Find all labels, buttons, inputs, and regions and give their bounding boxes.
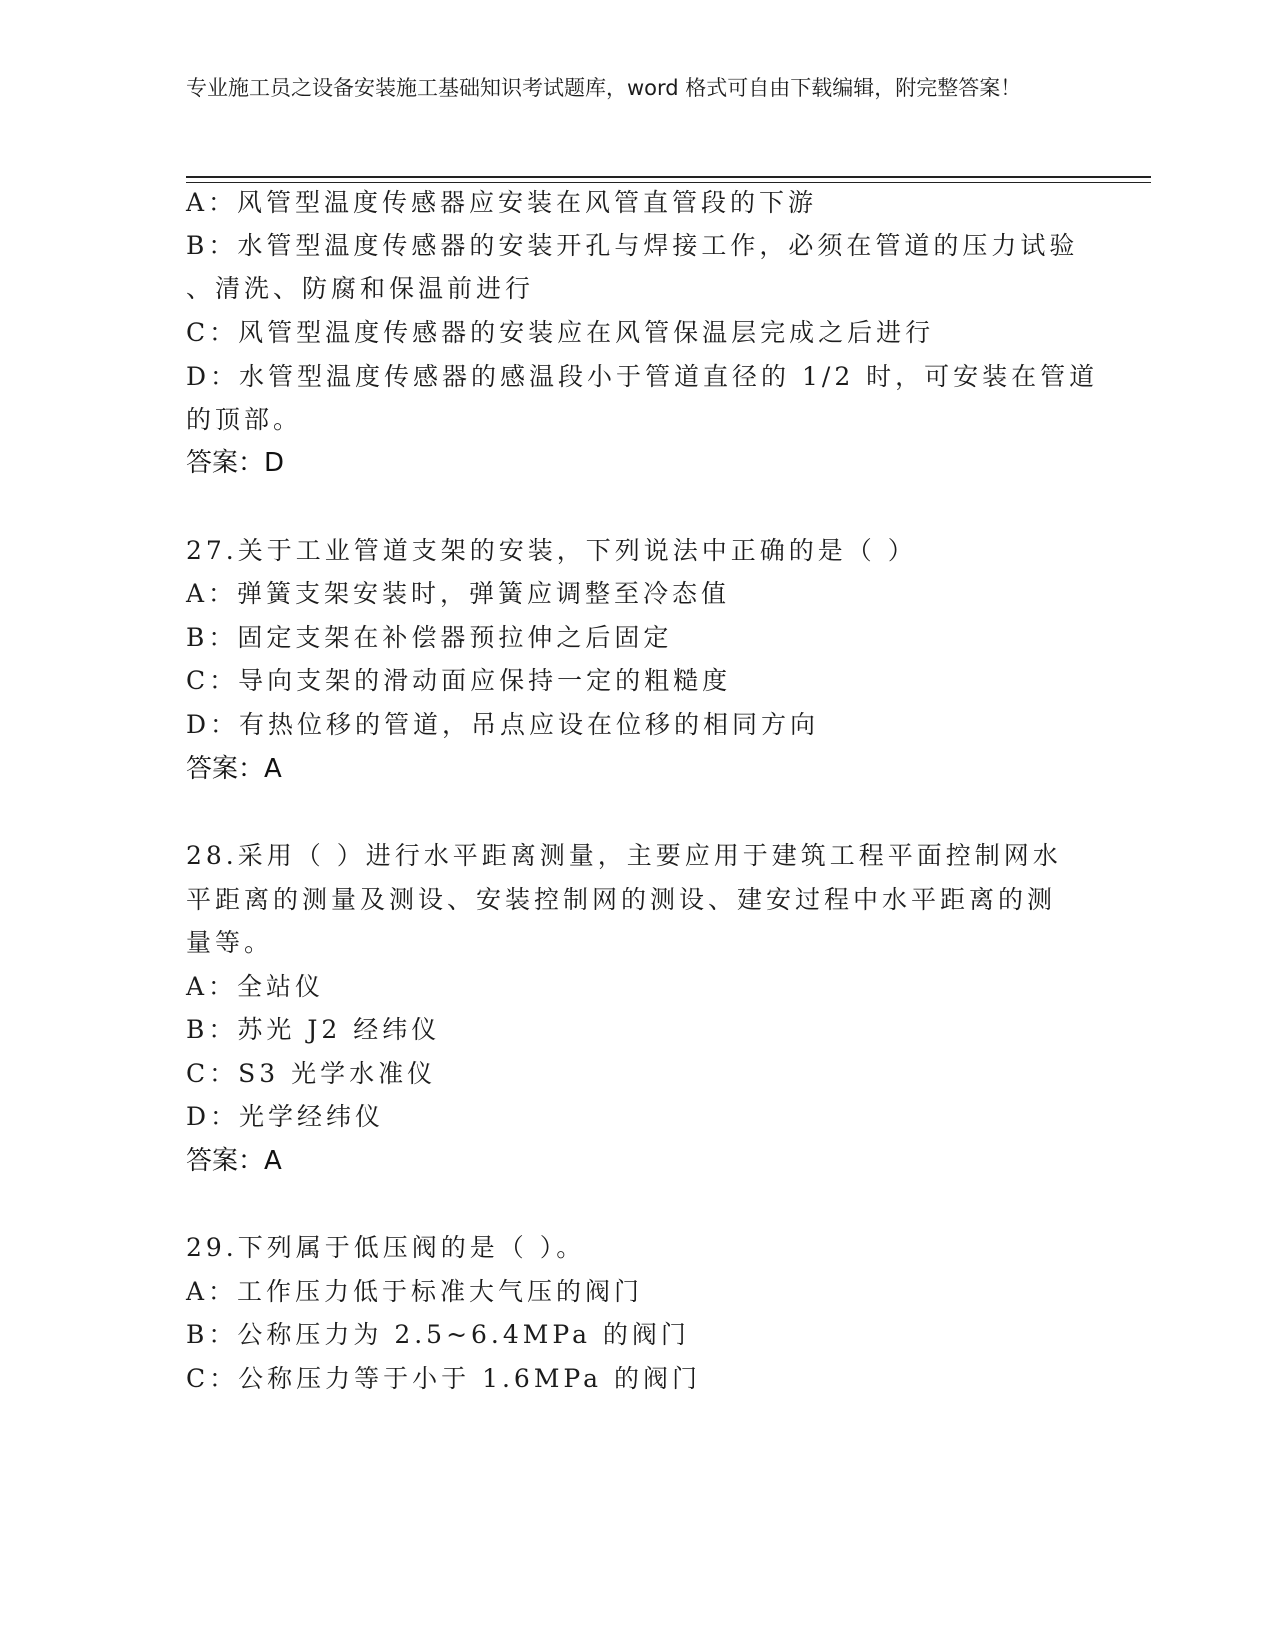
- q27-question: 27.关于工业管道支架的安装，下列说法中正确的是（ ）: [186, 536, 917, 565]
- q26-option-b-line2: 、清洗、防腐和保温前进行: [186, 274, 535, 303]
- q28-question-line3: 量等。: [186, 928, 274, 957]
- q29-option-a: A：工作压力低于标准大气压的阀门: [186, 1277, 644, 1306]
- header-rule-thin: [186, 182, 1151, 183]
- q27-answer: 答案：A: [186, 754, 282, 784]
- header-rule-thick: [186, 176, 1151, 178]
- q27-option-d: D：有热位移的管道，吊点应设在位移的相同方向: [186, 710, 820, 739]
- q28-option-b: B：苏光 J2 经纬仪: [186, 1015, 441, 1044]
- q27-option-b: B：固定支架在补偿器预拉伸之后固定: [186, 623, 673, 652]
- q26-option-d-line2: 的顶部。: [186, 405, 303, 434]
- q26-answer: 答案：D: [186, 448, 285, 478]
- q28-option-d: D：光学经纬仪: [186, 1102, 385, 1131]
- q26-option-a: A：风管型温度传感器应安装在风管直管段的下游: [186, 188, 818, 217]
- q28-option-c: C：S3 光学水准仪: [186, 1059, 437, 1088]
- q29-question: 29.下列属于低压阀的是（ ）。: [186, 1233, 586, 1262]
- q29-option-b: B：公称压力为 2.5~6.4MPa 的阀门: [186, 1320, 690, 1349]
- q28-question-line2: 平距离的测量及测设、安装控制网的测设、建安过程中水平距离的测: [186, 885, 1057, 914]
- q28-option-a: A：全站仪: [186, 972, 325, 1001]
- document-header: 专业施工员之设备安装施工基础知识考试题库，word 格式可自由下载编辑，附完整答案！: [186, 76, 1022, 100]
- q27-option-c: C：导向支架的滑动面应保持一定的粗糙度: [186, 666, 732, 695]
- q29-option-c: C：公称压力等于小于 1.6MPa 的阀门: [186, 1364, 701, 1393]
- q26-option-d-line1: D：水管型温度传感器的感温段小于管道直径的 1/2 时，可安装在管道: [186, 362, 1099, 391]
- q28-question-line1: 28.采用（ ）进行水平距离测量，主要应用于建筑工程平面控制网水: [186, 841, 1062, 870]
- q26-option-c: C：风管型温度传感器的安装应在风管保温层完成之后进行: [186, 318, 935, 347]
- q26-option-b-line1: B：水管型温度传感器的安装开孔与焊接工作，必须在管道的压力试验: [186, 231, 1079, 260]
- q27-option-a: A：弹簧支架安装时，弹簧应调整至冷态值: [186, 579, 731, 608]
- q28-answer: 答案：A: [186, 1146, 282, 1176]
